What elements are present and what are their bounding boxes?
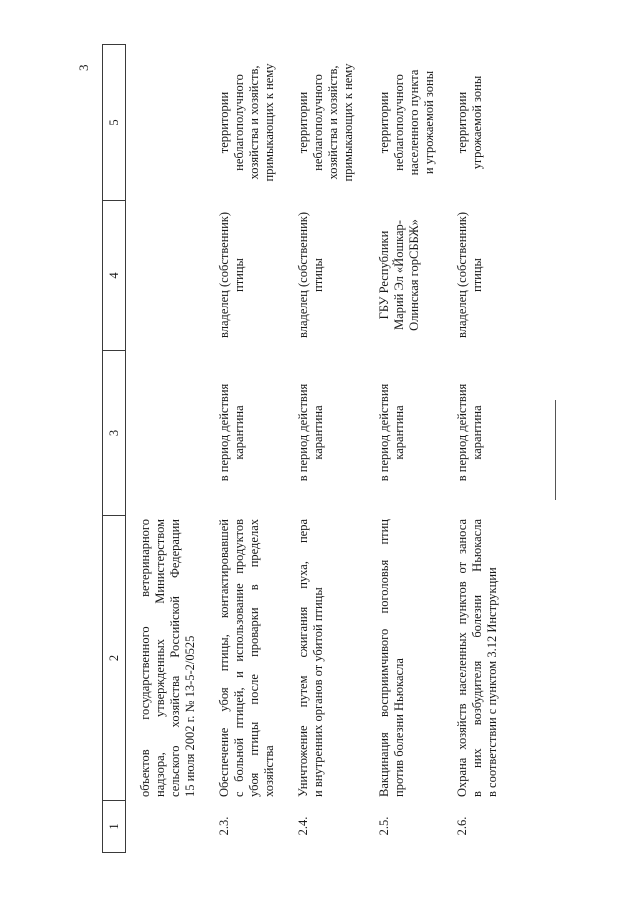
period-line: карантина <box>311 405 325 460</box>
header-col-3: 3 <box>103 350 125 515</box>
territory-cell <box>296 45 356 200</box>
territory-line: территории <box>296 91 310 154</box>
table-row-2-5 <box>377 45 437 852</box>
number-cell <box>377 800 392 852</box>
header-col-4: 4 <box>103 200 125 350</box>
responsible-line: владелец (собственник) <box>217 211 231 339</box>
territory-cell <box>455 45 485 200</box>
measure-line: Охрана хозяйств населенных пунктов от заноса <box>455 519 469 797</box>
period-line: карантина <box>392 405 406 460</box>
measure-line: убоя птицы после проварки в пределах <box>247 519 261 797</box>
territory-line: территории <box>377 91 391 154</box>
number-cell <box>217 800 232 852</box>
measure-line: объектов государственного ветеринарного <box>138 519 152 797</box>
responsible-line: ГБУ Республики <box>377 230 391 320</box>
territory-line: населенного пункта <box>407 69 421 176</box>
row-number: 2.6. <box>455 816 469 836</box>
measure-line: Уничтожение путем сжигания пуха, пера <box>296 519 310 797</box>
measure-cell <box>377 515 407 800</box>
responsible-line: птицы <box>232 258 246 292</box>
territory-line: хозяйства и хозяйств, <box>326 65 340 180</box>
header-col-2: 2 <box>103 515 125 800</box>
responsible-cell <box>217 200 247 350</box>
number-cell <box>455 800 470 852</box>
table-row-2-3 <box>217 45 277 852</box>
row-number: 2.4. <box>296 816 310 836</box>
period-cell <box>455 350 485 515</box>
measure-cell <box>138 515 198 800</box>
measure-line: с больной птицей, и использование продуктов <box>232 519 246 797</box>
territory-line: неблагополучного <box>392 74 406 171</box>
responsible-cell <box>455 200 485 350</box>
measure-line: против болезни Ньюкасла <box>392 658 406 797</box>
period-line: в период действия <box>296 383 310 482</box>
page-number: 3 <box>76 64 91 71</box>
territory-line: территории <box>217 91 231 154</box>
territory-cell <box>377 45 437 200</box>
footnote-separator-line <box>555 400 556 500</box>
responsible-line: Марий Эл «Йошкар- <box>392 220 406 330</box>
table-row-continuation <box>138 45 198 852</box>
responsible-line: Олинская горСББЖ» <box>407 219 421 331</box>
period-line: в период действия <box>217 383 231 482</box>
period-cell <box>377 350 407 515</box>
measure-line: надзора, утвержденных Министерством <box>153 519 167 797</box>
territory-line: неблагополучного <box>232 74 246 171</box>
territory-line: примыкающих к нему <box>341 63 355 182</box>
period-cell <box>296 350 326 515</box>
measure-cell <box>217 515 277 800</box>
territory-line: хозяйства и хозяйств, <box>247 65 261 180</box>
territory-line: неблагополучного <box>311 74 325 171</box>
measure-line: Обеспечение убоя птицы, контактировавшей <box>217 519 231 797</box>
header-col-5: 5 <box>107 119 121 126</box>
responsible-line: птицы <box>470 258 484 292</box>
territory-line: территории <box>455 91 469 154</box>
territory-line: угрожаемой зоны <box>470 75 484 170</box>
measure-line: сельского хозяйства Российской Федерации <box>168 519 182 797</box>
measure-line: в них возбудителя болезни Ньюкасла <box>470 519 484 797</box>
period-cell <box>217 350 247 515</box>
table-row-2-6 <box>455 45 500 852</box>
row-number: 2.5. <box>377 816 391 836</box>
measure-line: в соответствии с пунктом 3.12 Инструкции <box>485 567 499 797</box>
responsible-line: владелец (собственник) <box>455 211 469 339</box>
number-cell <box>296 800 311 852</box>
measure-line: Вакцинация восприимчивого поголовья птиц <box>377 519 391 797</box>
measure-cell <box>455 515 500 800</box>
responsible-line: птицы <box>311 258 325 292</box>
header-col-1: 1 <box>103 800 125 852</box>
territory-line: и угрожаемой зоны <box>422 70 436 175</box>
measure-line: хозяйства <box>262 745 276 797</box>
responsible-line: владелец (собственник) <box>296 211 310 339</box>
table-row-2-4 <box>296 45 356 852</box>
territory-cell <box>217 45 277 200</box>
period-line: в период действия <box>455 383 469 482</box>
responsible-cell <box>296 200 326 350</box>
row-number: 2.3. <box>217 816 231 836</box>
period-line: в период действия <box>377 383 391 482</box>
responsible-cell <box>377 200 422 350</box>
measure-line: и внутренних органов от убитой птицы <box>311 587 325 797</box>
measure-line: 15 июля 2002 г. № 13-5-2/0525 <box>183 635 197 797</box>
period-line: карантина <box>470 405 484 460</box>
measure-cell <box>296 515 326 800</box>
territory-line: примыкающих к нему <box>262 63 276 182</box>
period-line: карантина <box>232 405 246 460</box>
table-header-row <box>102 44 126 853</box>
